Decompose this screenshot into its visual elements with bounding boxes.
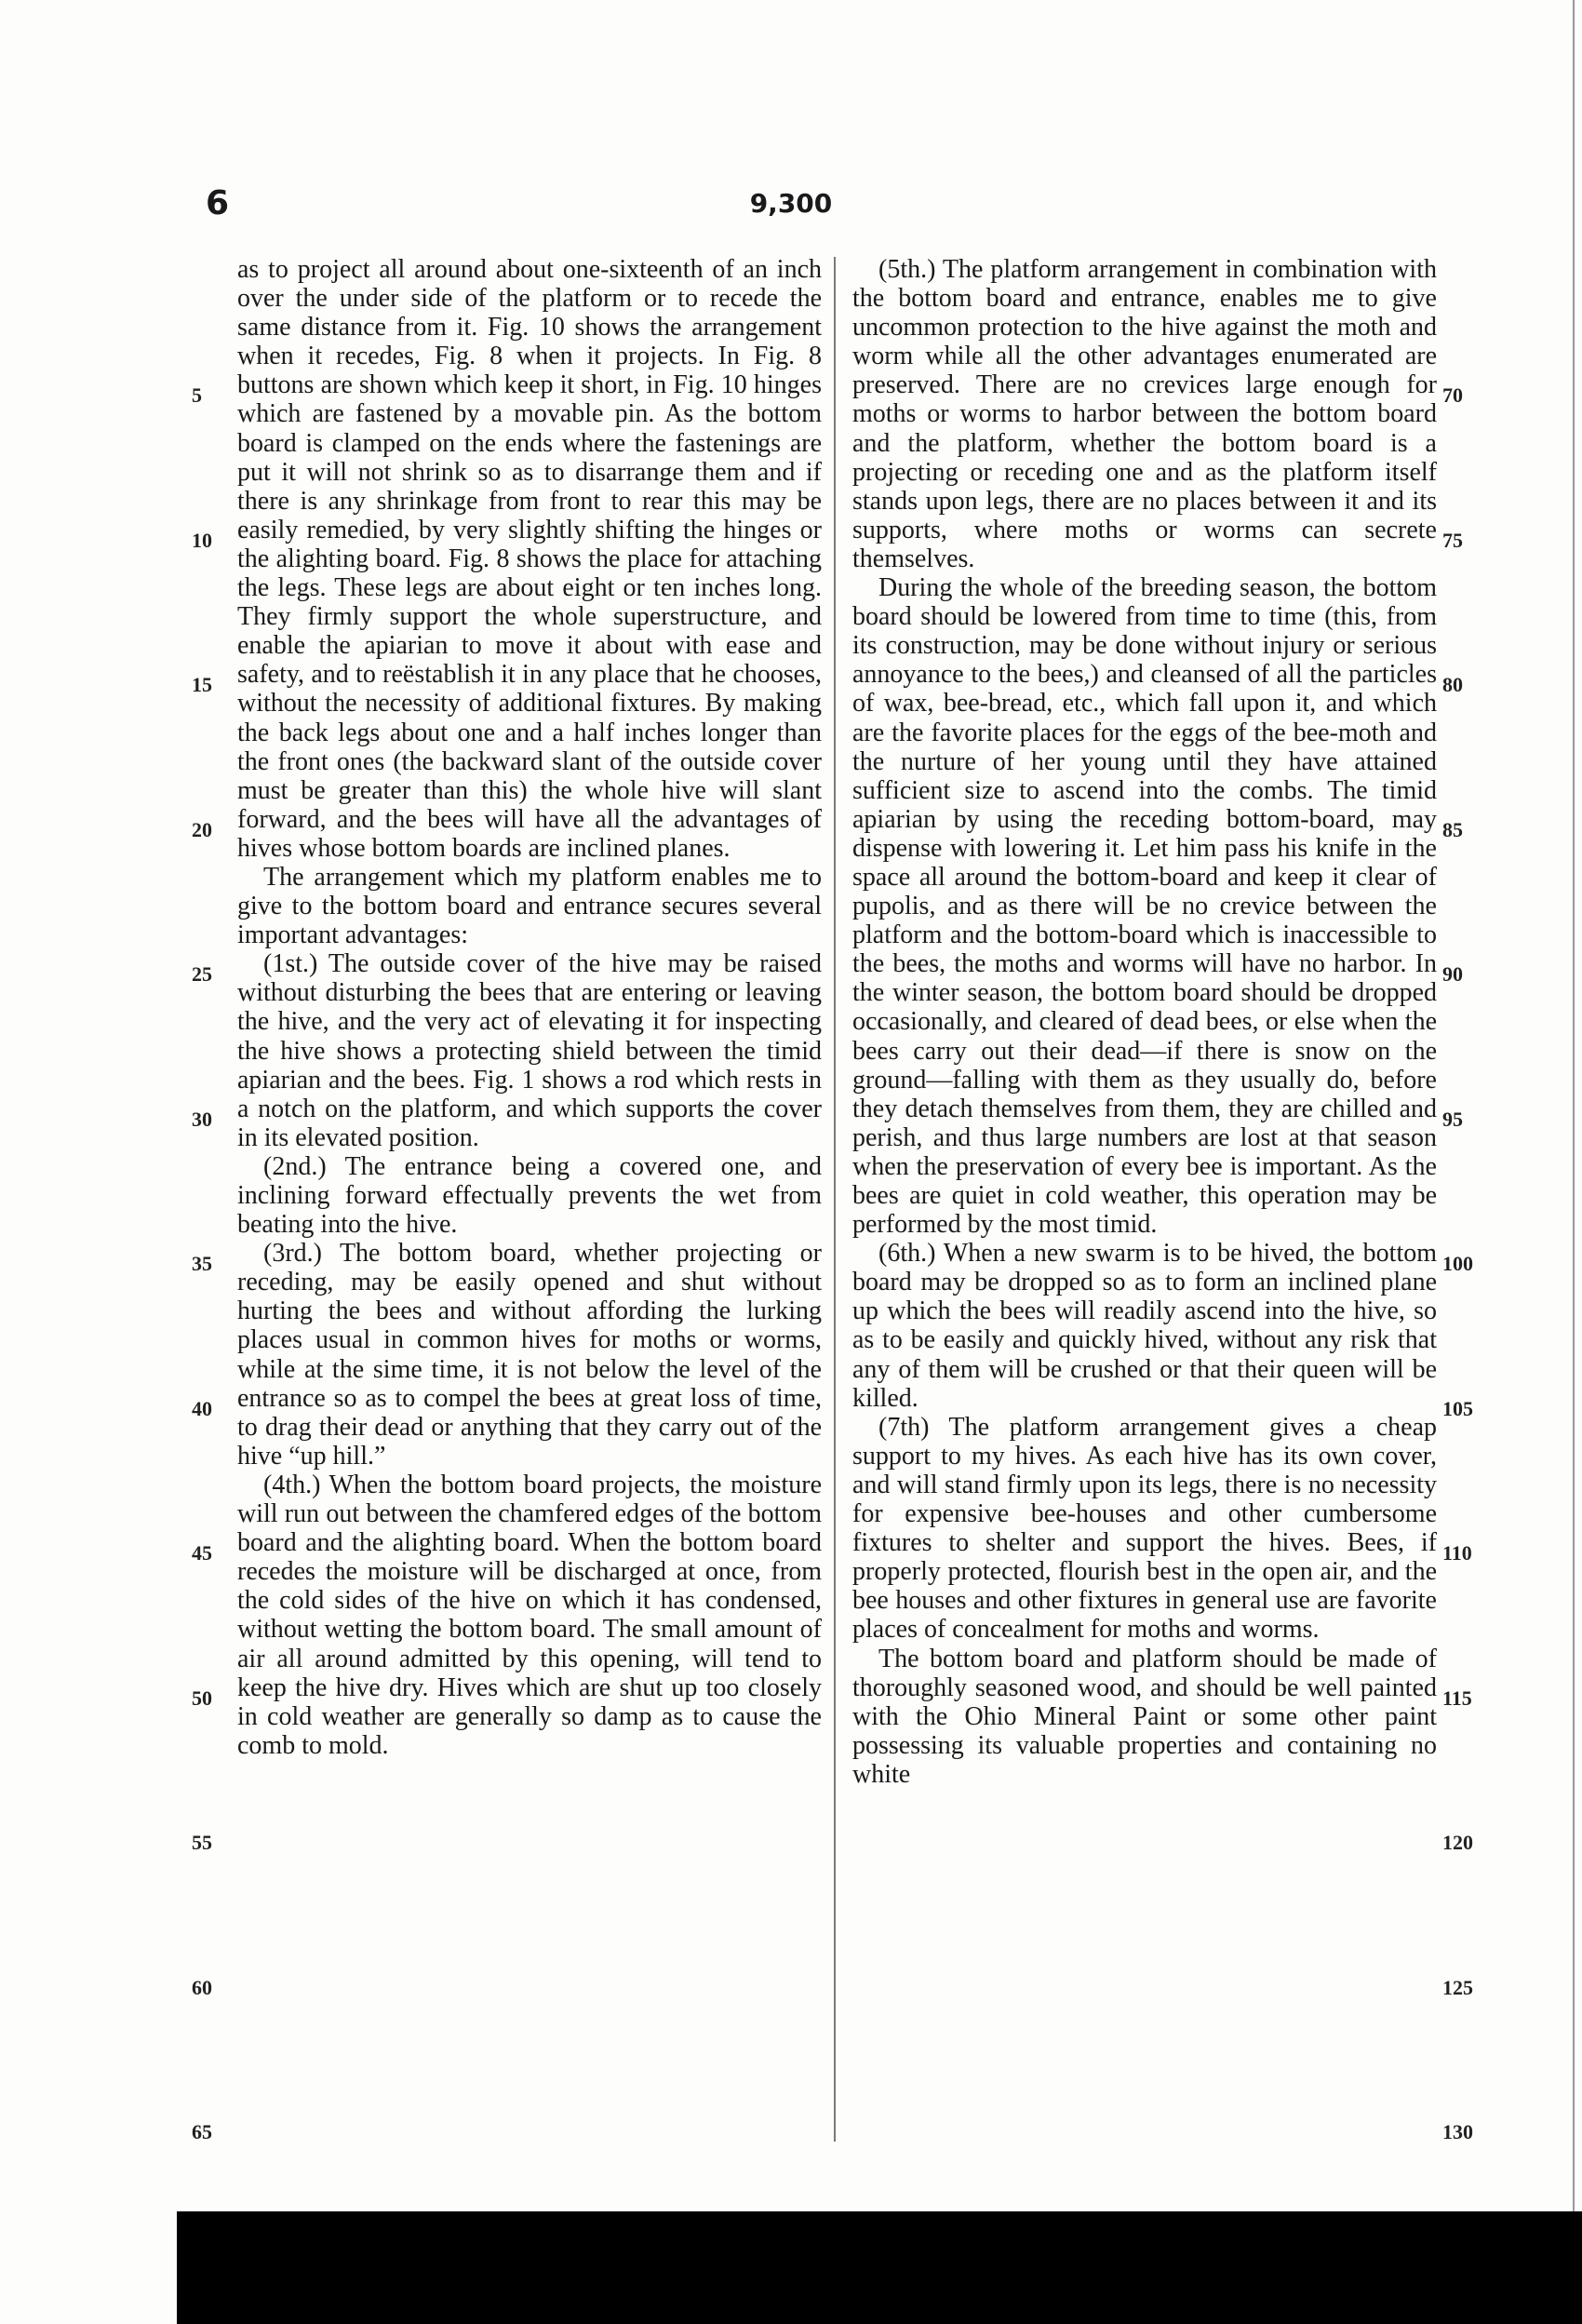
line-number: 60 — [192, 1976, 212, 1999]
line-number: 55 — [192, 1831, 212, 1854]
line-number: 105 — [1442, 1397, 1473, 1420]
line-number: 75 — [1442, 529, 1463, 552]
paragraph: (7th) The platform arrangement gives a cheap support to my hives. As each hive has its own cover, and will stand firmly upon its legs, there is no necessity for expensive bee-houses and other cumbersome fixtures to shelter and support the hives. Bees, if properly protected, flourish best in the open air, and the bee houses and other fixtures in general use are favorite places of concealment for moths and worms. — [852, 1412, 1437, 1645]
line-number: 25 — [192, 962, 212, 986]
line-number: 70 — [1442, 383, 1463, 407]
patent-number: 9,300 — [749, 188, 833, 219]
line-number: 5 — [192, 383, 202, 407]
right-text-column — [852, 255, 1437, 1789]
page-number: 6 — [206, 184, 230, 222]
line-number: 30 — [192, 1108, 212, 1131]
line-number: 125 — [1442, 1976, 1473, 1999]
line-number: 35 — [192, 1252, 212, 1275]
line-number: 130 — [1442, 2120, 1473, 2143]
paragraph: (4th.) When the bottom board projects, the moisture will run out between the chamfered edges of the bottom board and the alighting board. When the bottom board recedes the moisture will be discharged at once, from the cold sides of the hive on which it has condensed, without wetting the bottom board. The small amount of air all around admitted by this opening, will tend to keep the hive dry. Hives which are shut up too closely in cold weather are generally so damp as to cause the comb to mold. — [237, 1470, 822, 1760]
line-number: 85 — [1442, 818, 1463, 841]
line-number: 90 — [1442, 962, 1463, 986]
line-number: 10 — [192, 529, 212, 552]
paragraph: The bottom board and platform should be made of thoroughly seasoned wood, and should be well painted with the Ohio Mineral Paint or some other paint possessing its valuable properties and containing no white — [852, 1644, 1437, 1789]
line-number: 45 — [192, 1541, 212, 1565]
paragraph: as to project all around about one-sixteenth of an inch over the under side of the platform or to recede the same distance from it. Fig. 10 shows the arrangement when it recedes, Fig. 8 when it projects. In Fig. 8 buttons are shown which keep it short, in Fig. 10 hinges which are fastened by a movable pin. As the bottom board is clamped on the ends where the fastenings are put it will not shrink so as to disarrange them and if there is any shrinkage from front to rear this may be easily remedied, by very slightly shifting the hinges or the alighting board. Fig. 8 shows the place for attaching the legs. These legs are about eight or ten inches long. They firmly support the whole superstructure, and enable the apiarian to move it about with ease and safety, and to reëstablish it in any place that he chooses, without the necessity of additional fixtures. By making the back legs about one and a half inches longer than the front ones (the backward slant of the outside cover must be greater than this) the whole hive will slant forward, and the bees will have all the advantages of hives whose bottom boards are inclined planes. — [237, 255, 822, 863]
paragraph: (1st.) The outside cover of the hive may be raised without disturbing the bees that are entering or leaving the hive, and the very act of elevating it for inspecting the hive shows a protecting shield between the timid apiarian and the bees. Fig. 1 shows a rod which rests in a notch on the platform, and which supports the cover in its elevated position. — [237, 949, 822, 1152]
line-number: 15 — [192, 673, 212, 696]
line-number: 95 — [1442, 1108, 1463, 1131]
paragraph: During the whole of the breeding season, the bottom board should be lowered from time to time (this, from its construction, may be done without injury or serious annoyance to the bees,) and cleansed of all the particles of wax, bee-bread, etc., which fall upon it, and which are the favorite places for the eggs of the bee-moth and the nurture of her young until they have attained sufficient size to ascend into the combs. The timid apiarian by using the receding bottom-board, may dispense with lowering it. Let him pass his knife in the space all around the bottom-board and keep it clear of pupolis, and as there will be no crevice between the platform and the bottom-board which is inaccessible to the bees, the moths and worms will have no harbor. In the winter season, the bottom board should be dropped occasionally, and cleared of dead bees, or else when the bees carry out their dead—if there is snow on the ground—falling with them as they usually do, before they detach themselves from them, they are chilled and perish, and thus large numbers are lost at that season when the preservation of every bee is important. As the bees are quiet in cold weather, this operation may be performed by the most timid. — [852, 573, 1437, 1240]
paragraph: (3rd.) The bottom board, whether projecting or receding, may be easily opened and shut without hurting the bees and without affording the lurking places usual in common hives for moths or worms, while at the sime time, it is not below the level of the entrance so as to compel the bees at great loss of time, to drag their dead or anything that they carry out of the hive “up hill.” — [237, 1239, 822, 1471]
paragraph: (6th.) When a new swarm is to be hived, the bottom board may be dropped so as to form an inclined plane up which the bees will readily ascend into the hive, so as to be easily and quickly hived, without any risk that any of them will be crushed or that their queen will be killed. — [852, 1239, 1437, 1413]
line-number: 115 — [1442, 1686, 1472, 1710]
line-number: 100 — [1442, 1252, 1473, 1275]
paragraph: (5th.) The platform arrangement in combination with the bottom board and entrance, enables me to give uncommon protection to the hive against the moth and worm while all the other advantages enumerated are preserved. There are no crevices large enough for moths or worms to harbor between the bottom board and the platform, whether the bottom board is a projecting or receding one and as the platform itself stands upon legs, there are no places between it and its supports, where moths or worms can secrete themselves. — [852, 255, 1437, 573]
line-number: 40 — [192, 1397, 212, 1420]
page-edge-line — [1573, 0, 1575, 2324]
line-number: 65 — [192, 2120, 212, 2143]
line-number: 50 — [192, 1686, 212, 1710]
scan-border-bar — [177, 2211, 1582, 2324]
left-text-column — [237, 255, 822, 1760]
line-number: 110 — [1442, 1541, 1472, 1565]
line-number: 20 — [192, 818, 212, 841]
line-number: 120 — [1442, 1831, 1473, 1854]
column-divider — [834, 257, 836, 2142]
paragraph: (2nd.) The entrance being a covered one, and inclining forward effectually prevents the wet from beating into the hive. — [237, 1151, 822, 1240]
line-number: 80 — [1442, 673, 1463, 696]
paragraph: The arrangement which my platform enables me to give to the bottom board and entrance secures several important advantages: — [237, 862, 822, 950]
